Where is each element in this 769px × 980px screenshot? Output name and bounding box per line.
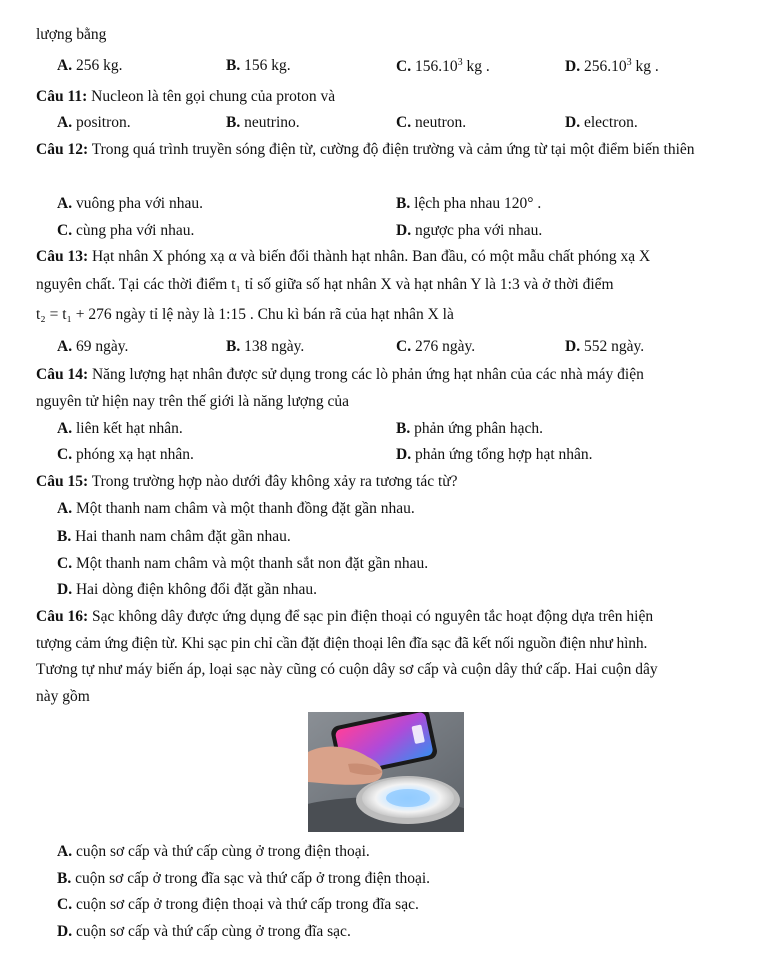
q15-option-d[interactable]: D. Hai dòng điện không đổi đặt gần nhau. xyxy=(57,581,318,598)
q11-option-a[interactable]: A. positron. xyxy=(57,114,131,131)
q14-option-b[interactable]: B. phản ứng phân hạch. xyxy=(396,420,544,437)
q14-option-a[interactable]: A. liên kết hạt nhân. xyxy=(57,420,183,437)
q13-option-b[interactable]: B. 138 ngày. xyxy=(226,338,305,355)
q16-stem-line4: này gồm xyxy=(36,688,90,705)
q16-option-a[interactable]: A. cuộn sơ cấp và thứ cấp cùng ở trong điện thoại. xyxy=(57,843,370,860)
q11-option-b[interactable]: B. neutrino. xyxy=(226,114,300,131)
q16-option-b[interactable]: B. cuộn sơ cấp ở trong đĩa sạc và thứ cấp ở trong điện thoại. xyxy=(57,870,431,887)
q11-stem: Câu 11: Nucleon là tên gọi chung của proton và xyxy=(36,88,336,105)
q14-option-c[interactable]: C. phóng xạ hạt nhân. xyxy=(57,446,194,463)
q16-stem-line3: Tương tự như máy biến áp, loại sạc này cũng có cuộn dây sơ cấp và cuộn dây thứ cấp. Hai cuộn dây xyxy=(36,661,658,678)
q15-option-a[interactable]: A. Một thanh nam châm và một thanh đồng đặt gần nhau. xyxy=(57,500,415,517)
q13-stem-line3: t₂ = t₁ + 276 ngày tỉ lệ này là 1:15 . Chu kì bán rã của hạt nhân X là xyxy=(36,306,454,323)
q13-option-a[interactable]: A. 69 ngày. xyxy=(57,338,129,355)
q13-stem-line2: nguyên chất. Tại các thời điểm t₁ tỉ số giữa số hạt nhân X và hạt nhân Y là 1:3 và ở thời điểm xyxy=(36,276,614,293)
q12-option-c[interactable]: C. cùng pha với nhau. xyxy=(57,222,195,239)
intro-text: lượng bằng xyxy=(36,26,107,43)
q10-option-a[interactable]: A. 256 kg. xyxy=(57,57,123,74)
q12-stem: Câu 12: Trong quá trình truyền sóng điện từ, cường độ điện trường và cảm ứng từ tại một điểm biến thiên xyxy=(36,141,695,158)
q15-option-c[interactable]: C. Một thanh nam châm và một thanh sắt non đặt gần nhau. xyxy=(57,555,429,572)
q11-option-d[interactable]: D. electron. xyxy=(565,114,638,131)
q13-option-c[interactable]: C. 276 ngày. xyxy=(396,338,476,355)
q12-option-b[interactable]: B. lệch pha nhau 120° . xyxy=(396,195,542,212)
q16-option-c[interactable]: C. cuộn sơ cấp ở trong điện thoại và thứ cấp trong đĩa sạc. xyxy=(57,896,419,913)
q12-option-a[interactable]: A. vuông pha với nhau. xyxy=(57,195,203,212)
q16-stem-line2: tượng cảm ứng điện từ. Khi sạc pin chỉ cần đặt điện thoại lên đĩa sạc đã kết nối nguồn điện như hình. xyxy=(36,635,648,652)
q13-option-d[interactable]: D. 552 ngày. xyxy=(565,338,645,355)
q14-option-d[interactable]: D. phản ứng tổng hợp hạt nhân. xyxy=(396,446,593,463)
q10-option-c[interactable]: C. 156.10$^3$ kg . xyxy=(396,57,490,76)
q14-stem-line2: nguyên tử hiện nay trên thế giới là năng lượng của xyxy=(36,393,349,410)
q11-option-c[interactable]: C. neutron. xyxy=(396,114,467,131)
q14-stem-line1: Câu 14: Năng lượng hạt nhân được sử dụng trong các lò phản ứng hạt nhân của các nhà máy điện xyxy=(36,366,644,383)
q13-stem-line1: Câu 13: Hạt nhân X phóng xạ α và biến đổi thành hạt nhân. Ban đầu, có một mẫu chất phóng xạ X xyxy=(36,248,651,265)
q16-option-d[interactable]: D. cuộn sơ cấp và thứ cấp cùng ở trong đĩa sạc. xyxy=(57,923,351,940)
q10-option-d[interactable]: D. 256.10$^3$ kg . xyxy=(565,57,659,76)
q15-option-b[interactable]: B. Hai thanh nam châm đặt gần nhau. xyxy=(57,528,291,545)
q15-stem: Câu 15: Trong trường hợp nào dưới đây không xảy ra tương tác từ? xyxy=(36,473,458,490)
q12-option-d[interactable]: D. ngược pha với nhau. xyxy=(396,222,543,239)
wireless-charger-photo xyxy=(308,712,464,832)
q16-stem-line1: Câu 16: Sạc không dây được ứng dụng để sạc pin điện thoại có nguyên tắc hoạt động dựa trên hiện xyxy=(36,608,654,625)
q10-option-b[interactable]: B. 156 kg. xyxy=(226,57,291,74)
